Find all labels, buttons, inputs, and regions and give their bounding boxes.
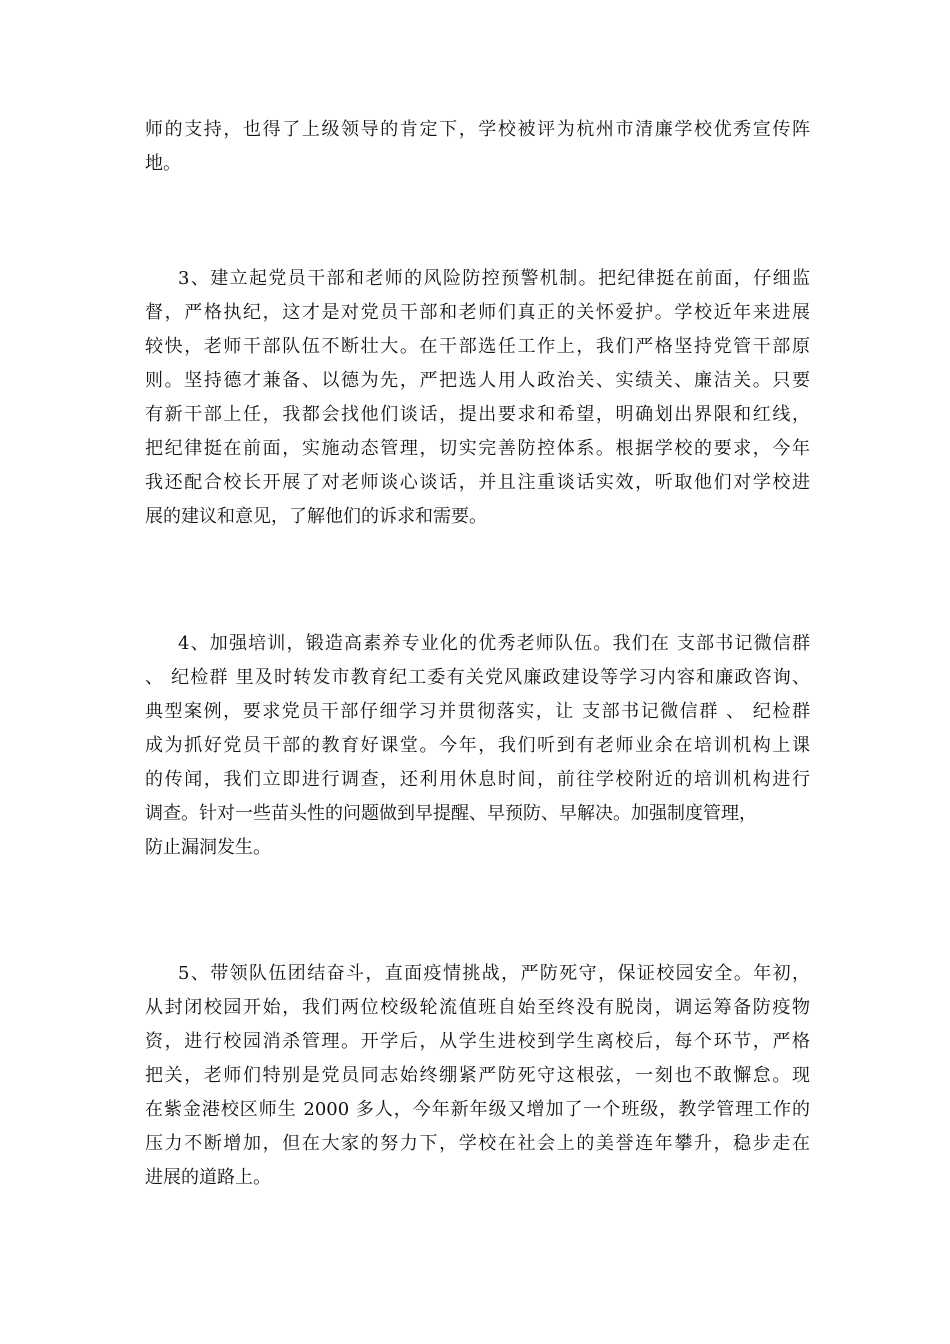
text-line: 地。 bbox=[145, 153, 181, 174]
paragraph-item-4 bbox=[145, 627, 810, 865]
text-line: 5、带领队伍团结奋斗，直面疫情挑战，严防死守，保证校园安全。年初， bbox=[178, 963, 810, 984]
text-line: 防止漏洞发生。 bbox=[145, 837, 271, 858]
text-line: 4、加强培训，锻造高素养专业化的优秀老师队伍。我们在 支部书记微信群 bbox=[178, 633, 810, 654]
text-line: 督，严格执纪，这才是对党员干部和老师们真正的关怀爱护。学校近年来进展 bbox=[145, 302, 810, 323]
text-line: 较快，老师干部队伍不断壮大。在干部选任工作上，我们严格坚持党管干部原 bbox=[145, 336, 810, 357]
text-line: 从封闭校园开始，我们两位校级轮流值班自始至终没有脱岗，调运筹备防疫物 bbox=[145, 997, 810, 1018]
text-line: 资，进行校园消杀管理。开学后，从学生进校到学生离校后，每个环节，严格 bbox=[145, 1031, 810, 1052]
text-line: 的传闻，我们立即进行调查，还利用休息时间，前往学校附近的培训机构进行 bbox=[145, 769, 810, 790]
text-line: 成为抓好党员干部的教育好课堂。今年，我们听到有老师业余在培训机构上课 bbox=[145, 735, 810, 756]
text-line: 压力不断增加，但在大家的努力下，学校在社会上的美誉连年攀升，稳步走在 bbox=[145, 1133, 810, 1154]
text-line: 调查。针对一些苗头性的问题做到早提醒、早预防、早解决。加强制度管理， bbox=[145, 803, 757, 824]
text-line: 把纪律挺在前面，实施动态管理，切实完善防控体系。根据学校的要求，今年 bbox=[145, 438, 810, 459]
text-line: 师的支持，也得了上级领导的肯定下，学校被评为杭州市清廉学校优秀宣传阵 bbox=[145, 119, 810, 140]
paragraph-item-5 bbox=[145, 957, 810, 1195]
text-line: 展的建议和意见，了解他们的诉求和需要。 bbox=[145, 506, 487, 527]
text-line: 我还配合校长开展了对老师谈心谈话，并且注重谈话实效，听取他们对学校进 bbox=[145, 472, 810, 493]
text-line: 把关，老师们特别是党员同志始终绷紧严防死守这根弦，一刻也不敢懈怠。现 bbox=[145, 1065, 810, 1086]
text-line: 典型案例，要求党员干部仔细学习并贯彻落实，让 支部书记微信群 、 纪检群 bbox=[145, 701, 810, 722]
text-line: 3、建立起党员干部和老师的风险防控预警机制。把纪律挺在前面，仔细监 bbox=[178, 268, 810, 289]
text-line: 在紫金港校区师生 2000 多人，今年新年级又增加了一个班级，教学管理工作的 bbox=[145, 1099, 810, 1120]
paragraph-item-3 bbox=[145, 262, 810, 534]
paragraph-continuation bbox=[145, 113, 810, 181]
text-line: 则。坚持德才兼备、以德为先，严把选人用人政治关、实绩关、廉洁关。只要 bbox=[145, 370, 810, 391]
text-line: 进展的道路上。 bbox=[145, 1167, 271, 1188]
text-line: 有新干部上任，我都会找他们谈话，提出要求和希望，明确划出界限和红线， bbox=[145, 404, 810, 425]
text-line: 、 纪检群 里及时转发市教育纪工委有关党风廉政建设等学习内容和廉政咨询、 bbox=[145, 667, 810, 688]
